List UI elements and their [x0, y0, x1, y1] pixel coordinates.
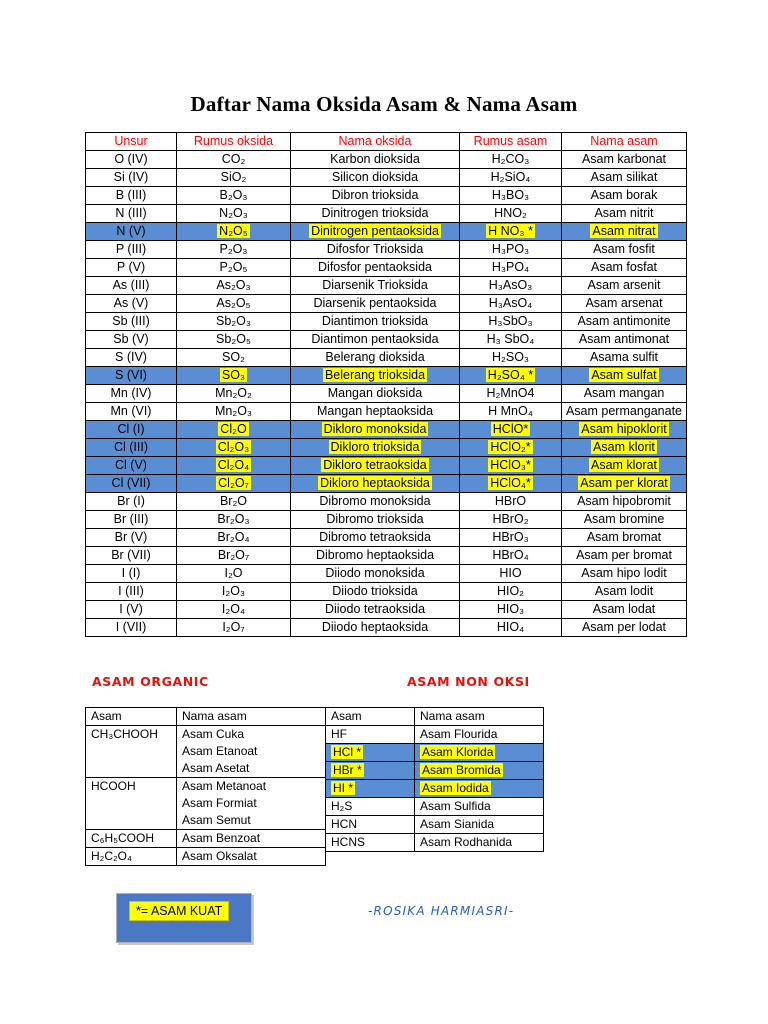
cell-nama-oksida [291, 457, 460, 475]
cell-unsur: As (V) [86, 295, 177, 313]
cell-nama-asam: Asam borak [562, 187, 687, 205]
cell-rumus-asam: H₂SO₃ [460, 349, 562, 367]
cell-nama-asam-highlight: Asam Bromida [422, 763, 501, 777]
non-oksi-row [326, 780, 544, 798]
table-row [86, 475, 687, 493]
cell-nama-oksida: Diiodo heptaoksida [291, 619, 460, 637]
cell-rumus-asam: HNO₂ [460, 205, 562, 223]
cell-rumus-asam: H₂CO₃ [460, 151, 562, 169]
organic-table-body [86, 708, 326, 866]
cell-asam: HCNS [326, 834, 415, 852]
cell-nama-asam: Asam arsenit [562, 277, 687, 295]
cell-nama-oksida: Diarsenik Trioksida [291, 277, 460, 295]
cell-rumus-oksida [177, 367, 291, 385]
cell-nama-oksida-highlight: Dikloro heptaoksida [320, 476, 430, 490]
cell-nama-oksida: Dibron trioksida [291, 187, 460, 205]
cell-nama-oksida: Dibromo monoksida [291, 493, 460, 511]
cell-rumus-asam-highlight: H₂SO₄ * [487, 368, 534, 382]
author-signature: -ROSIKA HARMIASRI- [368, 904, 515, 918]
table-row [86, 511, 687, 529]
cell-nama-asam-highlight: Asam hipoklorit [581, 422, 667, 436]
cell-rumus-asam: H₃BO₃ [460, 187, 562, 205]
cell-nama-oksida: Dibromo trioksida [291, 511, 460, 529]
cell-asam-highlight: HI * [333, 781, 354, 795]
cell-rumus-asam [460, 367, 562, 385]
table-body [86, 151, 687, 637]
cell-rumus-oksida: As₂O₃ [177, 277, 291, 295]
cell-rumus-asam: HIO₂ [460, 583, 562, 601]
cell-nama-asam [415, 780, 544, 798]
cell-nama-asam: Asam Semut [177, 812, 326, 830]
cell-asam-highlight: HCl * [333, 745, 362, 759]
cell-nama-asam: Asam Rodhanida [415, 834, 544, 852]
cell-nama-asam-highlight: Asam nitrat [592, 224, 656, 238]
cell-unsur: Br (VII) [86, 547, 177, 565]
table-row [86, 421, 687, 439]
non-oksi-header-row [326, 708, 544, 726]
cell-nama-oksida-highlight: Belerang trioksida [324, 368, 426, 382]
table-row [86, 601, 687, 619]
cell-nama-asam: Asam Sulfida [415, 798, 544, 816]
non-oksi-row [326, 762, 544, 780]
cell-rumus-oksida-highlight: Cl₂O [220, 422, 247, 436]
legend-strong-acid: *= ASAM KUAT [129, 901, 229, 921]
table-row [86, 277, 687, 295]
organic-row [86, 726, 326, 744]
non-oksi-row [326, 834, 544, 852]
organic-header-row [86, 708, 326, 726]
table-row [86, 547, 687, 565]
organic-row [86, 812, 326, 830]
cell-nama-asam: Asam Sianida [415, 816, 544, 834]
cell-unsur: I (I) [86, 565, 177, 583]
cell-asam: HF [326, 726, 415, 744]
cell-rumus-oksida-highlight: N₂O₅ [219, 224, 248, 238]
table-row [86, 493, 687, 511]
cell-nama-asam: Asam permanganate [562, 403, 687, 421]
cell-nama-asam: Asam Flourida [415, 726, 544, 744]
cell-nama-oksida: Diiodo tetraoksida [291, 601, 460, 619]
cell-nama-oksida [291, 439, 460, 457]
section-heading-non-oksi: ASAM NON OKSI [407, 674, 530, 689]
cell-nama-oksida: Difosfor Trioksida [291, 241, 460, 259]
cell-unsur: I (VII) [86, 619, 177, 637]
cell-unsur: Sb (V) [86, 331, 177, 349]
cell-nama-asam: Asam bromat [562, 529, 687, 547]
cell-nama-asam [562, 421, 687, 439]
cell-rumus-asam: HBrO [460, 493, 562, 511]
cell-rumus-asam-highlight: HClO₂* [490, 440, 531, 454]
table-row [86, 349, 687, 367]
cell-nama-oksida: Mangan heptaoksida [291, 403, 460, 421]
cell-asam: H₂S [326, 798, 415, 816]
table-row [86, 331, 687, 349]
cell-rumus-oksida: Br₂O₄ [177, 529, 291, 547]
cell-rumus-oksida [177, 475, 291, 493]
cell-unsur: P (III) [86, 241, 177, 259]
cell-rumus-asam [460, 475, 562, 493]
non-oksi-row [326, 726, 544, 744]
cell-rumus-oksida: SiO₂ [177, 169, 291, 187]
cell-unsur: S (VI) [86, 367, 177, 385]
cell-asam [86, 743, 177, 760]
cell-nama-asam-highlight: Asam per klorat [580, 476, 668, 490]
cell-rumus-oksida: As₂O₅ [177, 295, 291, 313]
non-oksi-row [326, 798, 544, 816]
cell-rumus-asam: H₃PO₃ [460, 241, 562, 259]
cell-asam [326, 780, 415, 798]
cell-nama-asam: Asam lodat [562, 601, 687, 619]
table-row [86, 169, 687, 187]
non-oksi-row [326, 744, 544, 762]
cell-nama-asam: Asam per lodat [562, 619, 687, 637]
cell-rumus-oksida: B₂O₃ [177, 187, 291, 205]
cell-nama-asam-highlight: Asam klorat [591, 458, 657, 472]
section-heading-organic: ASAM ORGANIC [92, 674, 209, 689]
cell-nama-asam: Asam Formiat [177, 795, 326, 812]
cell-unsur: N (III) [86, 205, 177, 223]
cell-rumus-asam: H₂MnO4 [460, 385, 562, 403]
cell-rumus-asam-highlight: HClO₄* [490, 476, 531, 490]
cell-rumus-oksida: P₂O₃ [177, 241, 291, 259]
cell-nama-asam: Asam lodit [562, 583, 687, 601]
cell-nama-asam: Asam bromine [562, 511, 687, 529]
header-unsur: Unsur [86, 133, 177, 151]
cell-nama-asam-highlight: Asam Klorida [422, 745, 494, 759]
cell-rumus-oksida [177, 457, 291, 475]
organic-row [86, 760, 326, 778]
cell-rumus-oksida: I₂O [177, 565, 291, 583]
organic-row [86, 778, 326, 796]
table-row [86, 619, 687, 637]
cell-rumus-oksida-highlight: Cl₂O₄ [217, 458, 250, 472]
cell-nama-asam [415, 744, 544, 762]
cell-unsur: Mn (IV) [86, 385, 177, 403]
cell-nama-oksida: Dibromo tetraoksida [291, 529, 460, 547]
cell-nama-asam: Asam arsenat [562, 295, 687, 313]
table-row [86, 583, 687, 601]
cell-nama-asam: Asam Oksalat [177, 848, 326, 866]
cell-asam [86, 795, 177, 812]
cell-rumus-oksida: Mn₂O₃ [177, 403, 291, 421]
cell-rumus-oksida: I₂O₃ [177, 583, 291, 601]
cell-nama-asam: Asam Metanoat [177, 778, 326, 796]
cell-rumus-oksida [177, 421, 291, 439]
table-row [86, 529, 687, 547]
cell-asam: CH₃CHOOH [86, 726, 177, 744]
cell-nama-asam: Asam Asetat [177, 760, 326, 778]
cell-asam [326, 762, 415, 780]
cell-nama-oksida: Diantimon pentaoksida [291, 331, 460, 349]
cell-rumus-asam: HIO₃ [460, 601, 562, 619]
cell-unsur: Br (I) [86, 493, 177, 511]
cell-nama-oksida: Diiodo trioksida [291, 583, 460, 601]
cell-rumus-asam [460, 439, 562, 457]
cell-nama-oksida-highlight: Dikloro trioksida [330, 440, 420, 454]
cell-nama-asam-highlight: Asam klorit [593, 440, 655, 454]
cell-rumus-oksida: I₂O₄ [177, 601, 291, 619]
cell-rumus-oksida: Mn₂O₂ [177, 385, 291, 403]
cell-nama-asam [562, 367, 687, 385]
organic-row [86, 848, 326, 866]
table-header-row [86, 133, 687, 151]
cell-rumus-asam: H₃AsO₄ [460, 295, 562, 313]
cell-unsur: As (III) [86, 277, 177, 295]
document-title: Daftar Nama Oksida Asam & Nama Asam [190, 92, 578, 116]
cell-rumus-asam-highlight: HClO₃* [490, 458, 531, 472]
cell-rumus-asam: HBrO₃ [460, 529, 562, 547]
cell-unsur: Br (V) [86, 529, 177, 547]
cell-nama-asam: Asam antimonite [562, 313, 687, 331]
cell-nama-asam: Asam hipo lodit [562, 565, 687, 583]
organic-row [86, 830, 326, 848]
cell-rumus-asam-highlight: H NO₃ * [488, 224, 533, 238]
organic-acid-table [85, 707, 326, 866]
table-row [86, 187, 687, 205]
cell-nama-asam: Asam hipobromit [562, 493, 687, 511]
cell-nama-asam: Asam antimonat [562, 331, 687, 349]
cell-rumus-oksida: SO₂ [177, 349, 291, 367]
cell-nama-oksida: Dibromo heptaoksida [291, 547, 460, 565]
header-rumus-asam: Rumus asam [460, 133, 562, 151]
cell-rumus-oksida: CO₂ [177, 151, 291, 169]
cell-nama-asam [562, 457, 687, 475]
cell-rumus-asam: H MnO₄ [460, 403, 562, 421]
cell-unsur: Sb (III) [86, 313, 177, 331]
table-row [86, 241, 687, 259]
cell-nama-oksida: Dinitrogen trioksida [291, 205, 460, 223]
cell-nama-asam: Asam fosfat [562, 259, 687, 277]
table-row [86, 151, 687, 169]
cell-unsur: O (IV) [86, 151, 177, 169]
cell-asam-highlight: HBr * [333, 763, 362, 777]
cell-unsur: Cl (I) [86, 421, 177, 439]
cell-rumus-asam-highlight: HClO* [492, 422, 529, 436]
cell-nama-asam: Asam karbonat [562, 151, 687, 169]
header-nama-asam: Nama asam [177, 708, 326, 726]
cell-asam [86, 812, 177, 830]
cell-nama-asam [562, 439, 687, 457]
cell-rumus-asam: H₃AsO₃ [460, 277, 562, 295]
cell-rumus-oksida-highlight: SO₃ [221, 368, 246, 382]
cell-nama-oksida-highlight: Dikloro monoksida [323, 422, 427, 436]
cell-nama-asam [562, 223, 687, 241]
cell-nama-asam: Asam Etanoat [177, 743, 326, 760]
cell-rumus-oksida-highlight: Cl₂O₇ [218, 476, 249, 490]
table-row [86, 259, 687, 277]
cell-unsur: B (III) [86, 187, 177, 205]
cell-nama-oksida: Diantimon trioksida [291, 313, 460, 331]
cell-nama-asam: Asam silikat [562, 169, 687, 187]
cell-unsur: Mn (VI) [86, 403, 177, 421]
cell-nama-asam-highlight: Asam sulfat [591, 368, 657, 382]
cell-unsur: N (V) [86, 223, 177, 241]
cell-nama-oksida [291, 367, 460, 385]
cell-nama-oksida: Karbon dioksida [291, 151, 460, 169]
cell-rumus-oksida: N₂O₃ [177, 205, 291, 223]
cell-nama-asam-highlight: Asam Iodida [422, 781, 489, 795]
header-nama-oksida: Nama oksida [291, 133, 460, 151]
header-asam: Asam [86, 708, 177, 726]
cell-nama-oksida: Silicon dioksida [291, 169, 460, 187]
cell-rumus-oksida [177, 439, 291, 457]
cell-unsur: Cl (III) [86, 439, 177, 457]
cell-asam: H₂C₂O₄ [86, 848, 177, 866]
legend-box [116, 893, 252, 943]
cell-nama-oksida [291, 421, 460, 439]
non-oksi-acid-table [325, 707, 544, 852]
cell-rumus-oksida: Br₂O [177, 493, 291, 511]
cell-rumus-asam: H₃SbO₃ [460, 313, 562, 331]
cell-unsur: Cl (V) [86, 457, 177, 475]
cell-nama-asam: Asam mangan [562, 385, 687, 403]
table-row [86, 439, 687, 457]
cell-unsur: I (III) [86, 583, 177, 601]
table-row [86, 223, 687, 241]
cell-asam: C₆H₅COOH [86, 830, 177, 848]
cell-rumus-asam [460, 457, 562, 475]
cell-nama-oksida [291, 475, 460, 493]
cell-nama-oksida: Mangan dioksida [291, 385, 460, 403]
cell-rumus-asam: HIO [460, 565, 562, 583]
organic-row [86, 743, 326, 760]
table-row [86, 457, 687, 475]
cell-unsur: Cl (VII) [86, 475, 177, 493]
cell-nama-oksida-highlight: Dinitrogen pentaoksida [311, 224, 439, 238]
cell-rumus-asam [460, 421, 562, 439]
cell-rumus-asam: HIO₄ [460, 619, 562, 637]
table-row [86, 565, 687, 583]
organic-row [86, 795, 326, 812]
cell-nama-oksida: Belerang dioksida [291, 349, 460, 367]
table-row [86, 385, 687, 403]
cell-rumus-oksida: I₂O₇ [177, 619, 291, 637]
cell-nama-asam: Asama sulfit [562, 349, 687, 367]
cell-unsur: I (V) [86, 601, 177, 619]
non-oksi-table-body [326, 708, 544, 852]
header-nama-asam: Nama asam [562, 133, 687, 151]
cell-nama-asam [415, 762, 544, 780]
cell-asam [86, 760, 177, 778]
cell-rumus-oksida [177, 223, 291, 241]
cell-rumus-oksida-highlight: Cl₂O₃ [217, 440, 250, 454]
header-nama-asam: Nama asam [415, 708, 544, 726]
non-oksi-row [326, 816, 544, 834]
cell-rumus-oksida: Sb₂O₃ [177, 313, 291, 331]
cell-rumus-oksida: Br₂O₇ [177, 547, 291, 565]
cell-asam: HCN [326, 816, 415, 834]
table-row [86, 313, 687, 331]
cell-rumus-asam [460, 223, 562, 241]
cell-rumus-asam: HBrO₄ [460, 547, 562, 565]
cell-rumus-oksida: P₂O₅ [177, 259, 291, 277]
cell-nama-asam: Asam Cuka [177, 726, 326, 744]
cell-unsur: Br (III) [86, 511, 177, 529]
cell-rumus-oksida: Sb₂O₅ [177, 331, 291, 349]
header-asam: Asam [326, 708, 415, 726]
cell-nama-oksida-highlight: Dikloro tetraoksida [323, 458, 427, 472]
cell-nama-oksida: Difosfor pentaoksida [291, 259, 460, 277]
cell-rumus-asam: HBrO₂ [460, 511, 562, 529]
cell-nama-oksida: Diarsenik pentaoksida [291, 295, 460, 313]
table-row [86, 403, 687, 421]
cell-unsur: S (IV) [86, 349, 177, 367]
cell-rumus-asam: H₃ SbO₄ [460, 331, 562, 349]
cell-asam: HCOOH [86, 778, 177, 796]
cell-unsur: Si (IV) [86, 169, 177, 187]
oxide-acid-table [85, 132, 687, 637]
cell-unsur: P (V) [86, 259, 177, 277]
cell-nama-asam [562, 475, 687, 493]
cell-nama-asam: Asam fosfit [562, 241, 687, 259]
cell-rumus-oksida: Br₂O₃ [177, 511, 291, 529]
cell-nama-asam: Asam nitrit [562, 205, 687, 223]
table-row [86, 367, 687, 385]
table-row [86, 205, 687, 223]
cell-rumus-asam: H₂SiO₄ [460, 169, 562, 187]
header-rumus-oksida: Rumus oksida [177, 133, 291, 151]
cell-asam [326, 744, 415, 762]
cell-nama-oksida: Diiodo monoksida [291, 565, 460, 583]
table-row [86, 295, 687, 313]
cell-nama-asam: Asam Benzoat [177, 830, 326, 848]
cell-nama-asam: Asam per bromat [562, 547, 687, 565]
cell-rumus-asam: H₃PO₄ [460, 259, 562, 277]
cell-nama-oksida [291, 223, 460, 241]
